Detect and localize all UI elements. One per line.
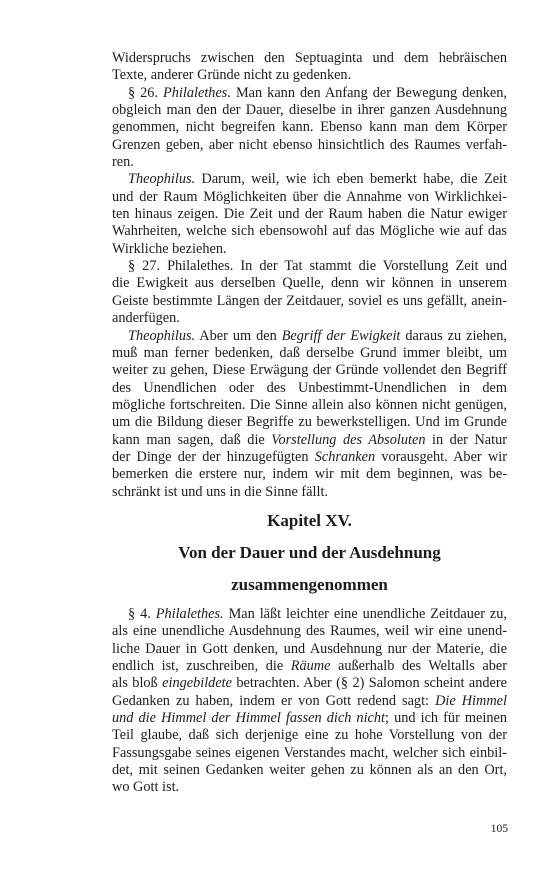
text-run: betrachten. Aber (§ 2) Salomon scheint andere xyxy=(232,675,507,692)
text-run: ; und ich für meinen xyxy=(385,710,507,727)
text-line xyxy=(112,102,507,119)
italic-text: Vorstellung des Absoluten xyxy=(271,431,426,448)
text-run: des Unendlichen oder des Unbestimmt-Unendlichen in dem xyxy=(112,379,507,396)
italic-text: Theophilus. xyxy=(128,171,196,188)
text-run: Geiste bestimmte Längen der Zeitdauer, soviel es uns gefällt, anein- xyxy=(112,292,507,309)
text-line xyxy=(112,362,507,379)
text-run: und der Raum Möglichkeiten über die Annahme von Wirklichkei- xyxy=(112,188,507,205)
text-line xyxy=(112,137,507,154)
chapter-title-line-2: zusammengenommen xyxy=(231,575,388,594)
body-text-bottom xyxy=(112,606,507,797)
italic-text: Begriff der Ewigkeit xyxy=(281,327,401,344)
text-line xyxy=(112,693,507,710)
body-text-top xyxy=(112,50,507,501)
text-run: anderfügen. xyxy=(112,310,180,327)
text-run: Wahrheiten, welche sich ebensowohl auf das Mögliche wie auf das xyxy=(112,223,507,240)
italic-text: eingebildete xyxy=(162,675,232,692)
text-run: wo Gott ist. xyxy=(112,779,180,796)
text-line xyxy=(112,206,507,223)
text-run: ten hinaus zeigen. Die Zeit und der Raum haben die Natur ewiger xyxy=(112,206,507,223)
text-line xyxy=(112,414,507,431)
text-line xyxy=(112,189,507,206)
text-run: die Ewigkeit aus derselben Quelle, denn wir können in unserem xyxy=(112,275,507,292)
italic-text: Schranken xyxy=(314,448,376,465)
text-run: als eine unendliche Ausdehnung des Raumes, weil wir eine unend- xyxy=(112,623,507,640)
text-run: genommen, nicht begreifen kann. Ebenso kann man dem Körper xyxy=(112,119,507,136)
text-line xyxy=(112,293,507,310)
italic-text: Philalethes. xyxy=(155,606,224,622)
text-line xyxy=(112,623,507,640)
text-run: muß man ferner bedenken, daß derselbe Grund immer bleibt, um xyxy=(112,344,507,361)
book-page xyxy=(112,50,508,796)
text-line xyxy=(112,641,507,658)
chapter-number: Kapitel XV. xyxy=(267,511,352,530)
text-run: in der Natur xyxy=(425,431,508,448)
text-line xyxy=(112,67,507,84)
text-line xyxy=(112,171,507,188)
text-line xyxy=(112,50,507,67)
text-run: det, mit seinen Gedanken weiter gehen zu können als an den Ort, xyxy=(112,762,507,779)
text-run: Gedanken zu haben, indem er von Gott redend sagt: xyxy=(112,692,436,709)
text-line xyxy=(112,275,507,292)
text-run: § 27. Philalethes. In der Tat stammt die Vorstellung Zeit und xyxy=(128,258,507,275)
text-run: kann man sagen, daß die xyxy=(112,431,272,448)
text-line xyxy=(112,380,507,397)
text-line xyxy=(112,484,507,501)
text-run: Wirkliche beziehen. xyxy=(112,240,227,257)
text-run: der Dinge der der hinzugefügten xyxy=(112,448,315,465)
text-run: mögliche fortschreiten. Die Sinne allein also können nicht genügen, xyxy=(112,396,507,413)
text-line xyxy=(112,779,507,796)
text-line xyxy=(112,397,507,414)
text-line xyxy=(112,328,507,345)
text-line xyxy=(112,154,507,171)
page-number: 105 xyxy=(490,823,508,835)
italic-text: Räume xyxy=(290,658,331,675)
text-run: Fassungsgabe seines eigenen Verstandes macht, welcher sich einbil- xyxy=(112,744,507,761)
text-run: daraus zu ziehen, xyxy=(400,327,507,344)
text-line xyxy=(112,241,507,258)
text-line xyxy=(112,223,507,240)
text-run: Widerspruchs zwischen den Septuaginta und dem hebräischen xyxy=(112,50,507,66)
text-run: außerhalb des Weltalls aber xyxy=(330,658,507,675)
text-run: Darum, weil, wie ich eben bemerkt habe, die Zeit xyxy=(195,171,507,188)
text-run: liche Dauer in Gott denken, und Ausdehnung nur der Materie, die xyxy=(112,640,507,657)
text-run: schränkt ist und uns in die Sinne fällt. xyxy=(112,483,329,500)
text-line xyxy=(112,762,507,779)
text-run: Grenzen geben, aber nicht ebenso hinsichtlich des Raumes verfah- xyxy=(112,136,507,153)
text-run: bemerken die erstere nur, indem wir mit dem beginnen, was be- xyxy=(112,466,507,483)
italic-text: Die Himmel xyxy=(435,692,508,709)
text-line xyxy=(112,727,507,744)
chapter-title-line-1: Von der Dauer und der Ausdehnung xyxy=(178,543,441,562)
text-run: um die Bildung dieser Begriffe zu bewerkstelligen. Und im Grunde xyxy=(112,414,507,431)
text-line xyxy=(112,710,507,727)
text-line xyxy=(112,258,507,275)
text-line xyxy=(112,745,507,762)
text-run: § 26. xyxy=(128,84,164,101)
text-run: ren. xyxy=(112,154,134,171)
text-line xyxy=(112,606,507,623)
italic-text: Theophilus. xyxy=(128,327,196,344)
text-run: Aber um den xyxy=(195,327,282,344)
text-run: Teil glaube, daß sich derjenige eine zu hohe Vorstellung von der xyxy=(112,727,507,744)
text-line xyxy=(112,85,507,102)
text-run: § 4. xyxy=(128,606,156,622)
text-line xyxy=(112,432,507,449)
text-line xyxy=(112,449,507,466)
text-run: Man läßt leichter eine unendliche Zeitdauer zu, xyxy=(223,606,507,622)
text-run: weiter zu gehen, Diese Erwägung der Gründe vollendet den Begriff xyxy=(112,362,507,379)
italic-text: Philalethes. xyxy=(163,84,231,101)
text-line xyxy=(112,310,507,327)
text-line xyxy=(112,119,507,136)
text-line xyxy=(112,345,507,362)
text-line xyxy=(112,466,507,483)
italic-text: und die Himmel der Himmel fassen dich nicht xyxy=(112,710,386,727)
text-run: endlich ist, zuschreiben, die xyxy=(112,658,291,675)
text-line xyxy=(112,675,507,692)
text-run: vorausgeht. Aber wir xyxy=(375,448,507,465)
text-run: obgleich man den der Dauer, dieselbe in ihrer ganzen Ausdehnung xyxy=(112,102,507,119)
text-run: als bloß xyxy=(112,675,163,692)
text-run: Man kann den Anfang der Bewegung denken, xyxy=(230,84,507,101)
text-line xyxy=(112,658,507,675)
text-run: Texte, anderer Gründe nicht zu gedenken. xyxy=(112,67,352,84)
